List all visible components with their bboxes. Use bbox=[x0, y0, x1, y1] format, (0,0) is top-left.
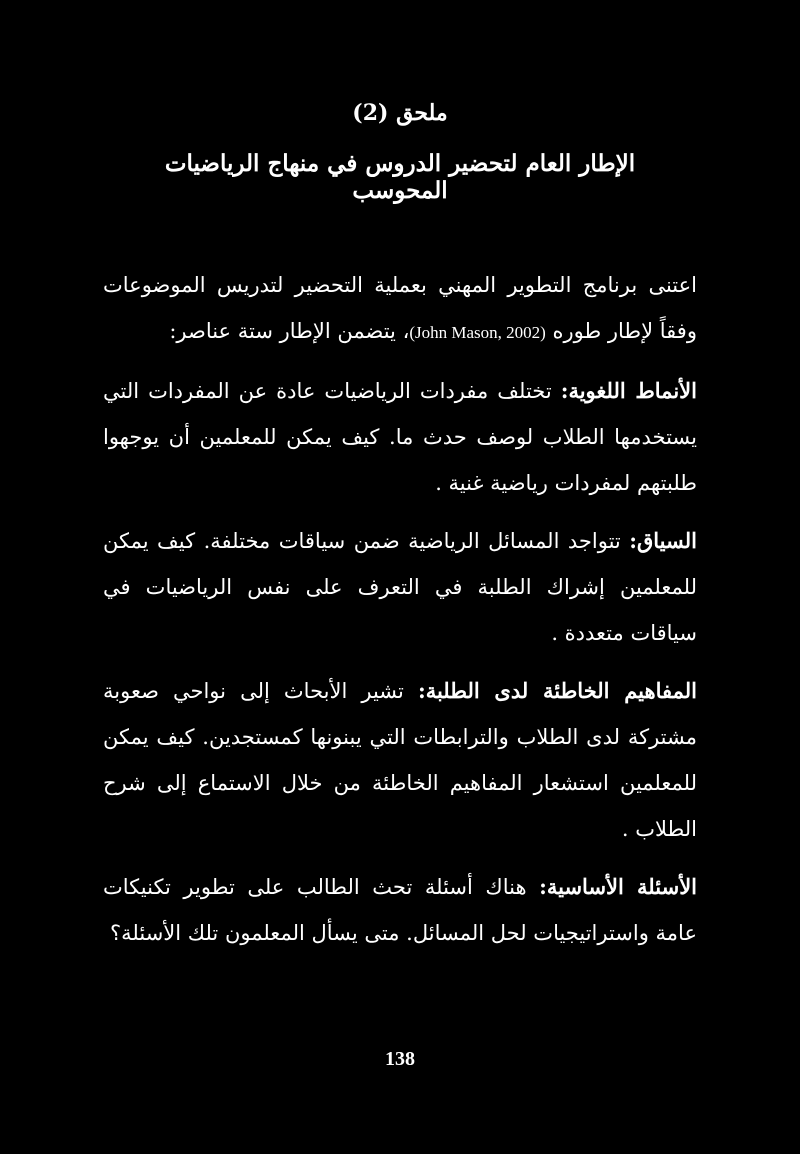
element-paragraph-misconceptions bbox=[103, 668, 697, 852]
element-term: الأنماط اللغوية: bbox=[560, 378, 697, 403]
element-paragraph-context bbox=[103, 518, 697, 656]
body-text bbox=[103, 262, 697, 968]
intro-paragraph bbox=[103, 262, 697, 356]
element-term: الأسئلة الأساسية: bbox=[539, 874, 698, 899]
element-text: تتواجد المسائل الرياضية ضمن سياقات مختلفة. كيف يمكن للمعلمين إشراك الطلبة في التعرف على نفس الرياضيات في سياقات متعددة . bbox=[103, 529, 697, 645]
intro-text-a: اعتنى برنامج التطوير المهني بعملية التحضير لتدريس الموضوعات وفقاً لإطار طوره bbox=[103, 273, 697, 343]
intro-citation: (John Mason, 2002) bbox=[409, 323, 546, 342]
element-term: السياق: bbox=[629, 528, 697, 553]
element-text: تشير الأبحاث إلى نواحي صعوبة مشتركة لدى الطلاب والترابطات التي يبنونها كمستجدين. كيف يمكن للمعلمين استشعار المفاهيم الخاطئة من خلال الاستماع إلى شرح الطلاب . bbox=[103, 679, 697, 841]
page-number: 138 bbox=[385, 1048, 415, 1070]
element-paragraph-language-patterns bbox=[103, 368, 697, 506]
element-term: المفاهيم الخاطئة لدى الطلبة: bbox=[417, 678, 697, 703]
page-title: الإطار العام لتحضير الدروس في منهاج الرياضيات المحوسب bbox=[164, 150, 636, 204]
intro-text-b: ، يتضمن الإطار ستة عناصر: bbox=[169, 319, 410, 343]
appendix-label: ملحق (2) bbox=[352, 100, 448, 126]
element-text: تختلف مفردات الرياضيات عادة عن المفردات التي يستخدمها الطلاب لوصف حدث ما. كيف يمكن للمعلمين أن يوجهوا طلبتهم لمفردات رياضية غنية . bbox=[103, 379, 697, 495]
element-paragraph-essential-questions bbox=[103, 864, 697, 956]
element-text: هناك أسئلة تحث الطالب على تطوير تكنيكات عامة واستراتيجيات لحل المسائل. متى يسأل المعلمون تلك الأسئلة؟ bbox=[103, 875, 697, 945]
